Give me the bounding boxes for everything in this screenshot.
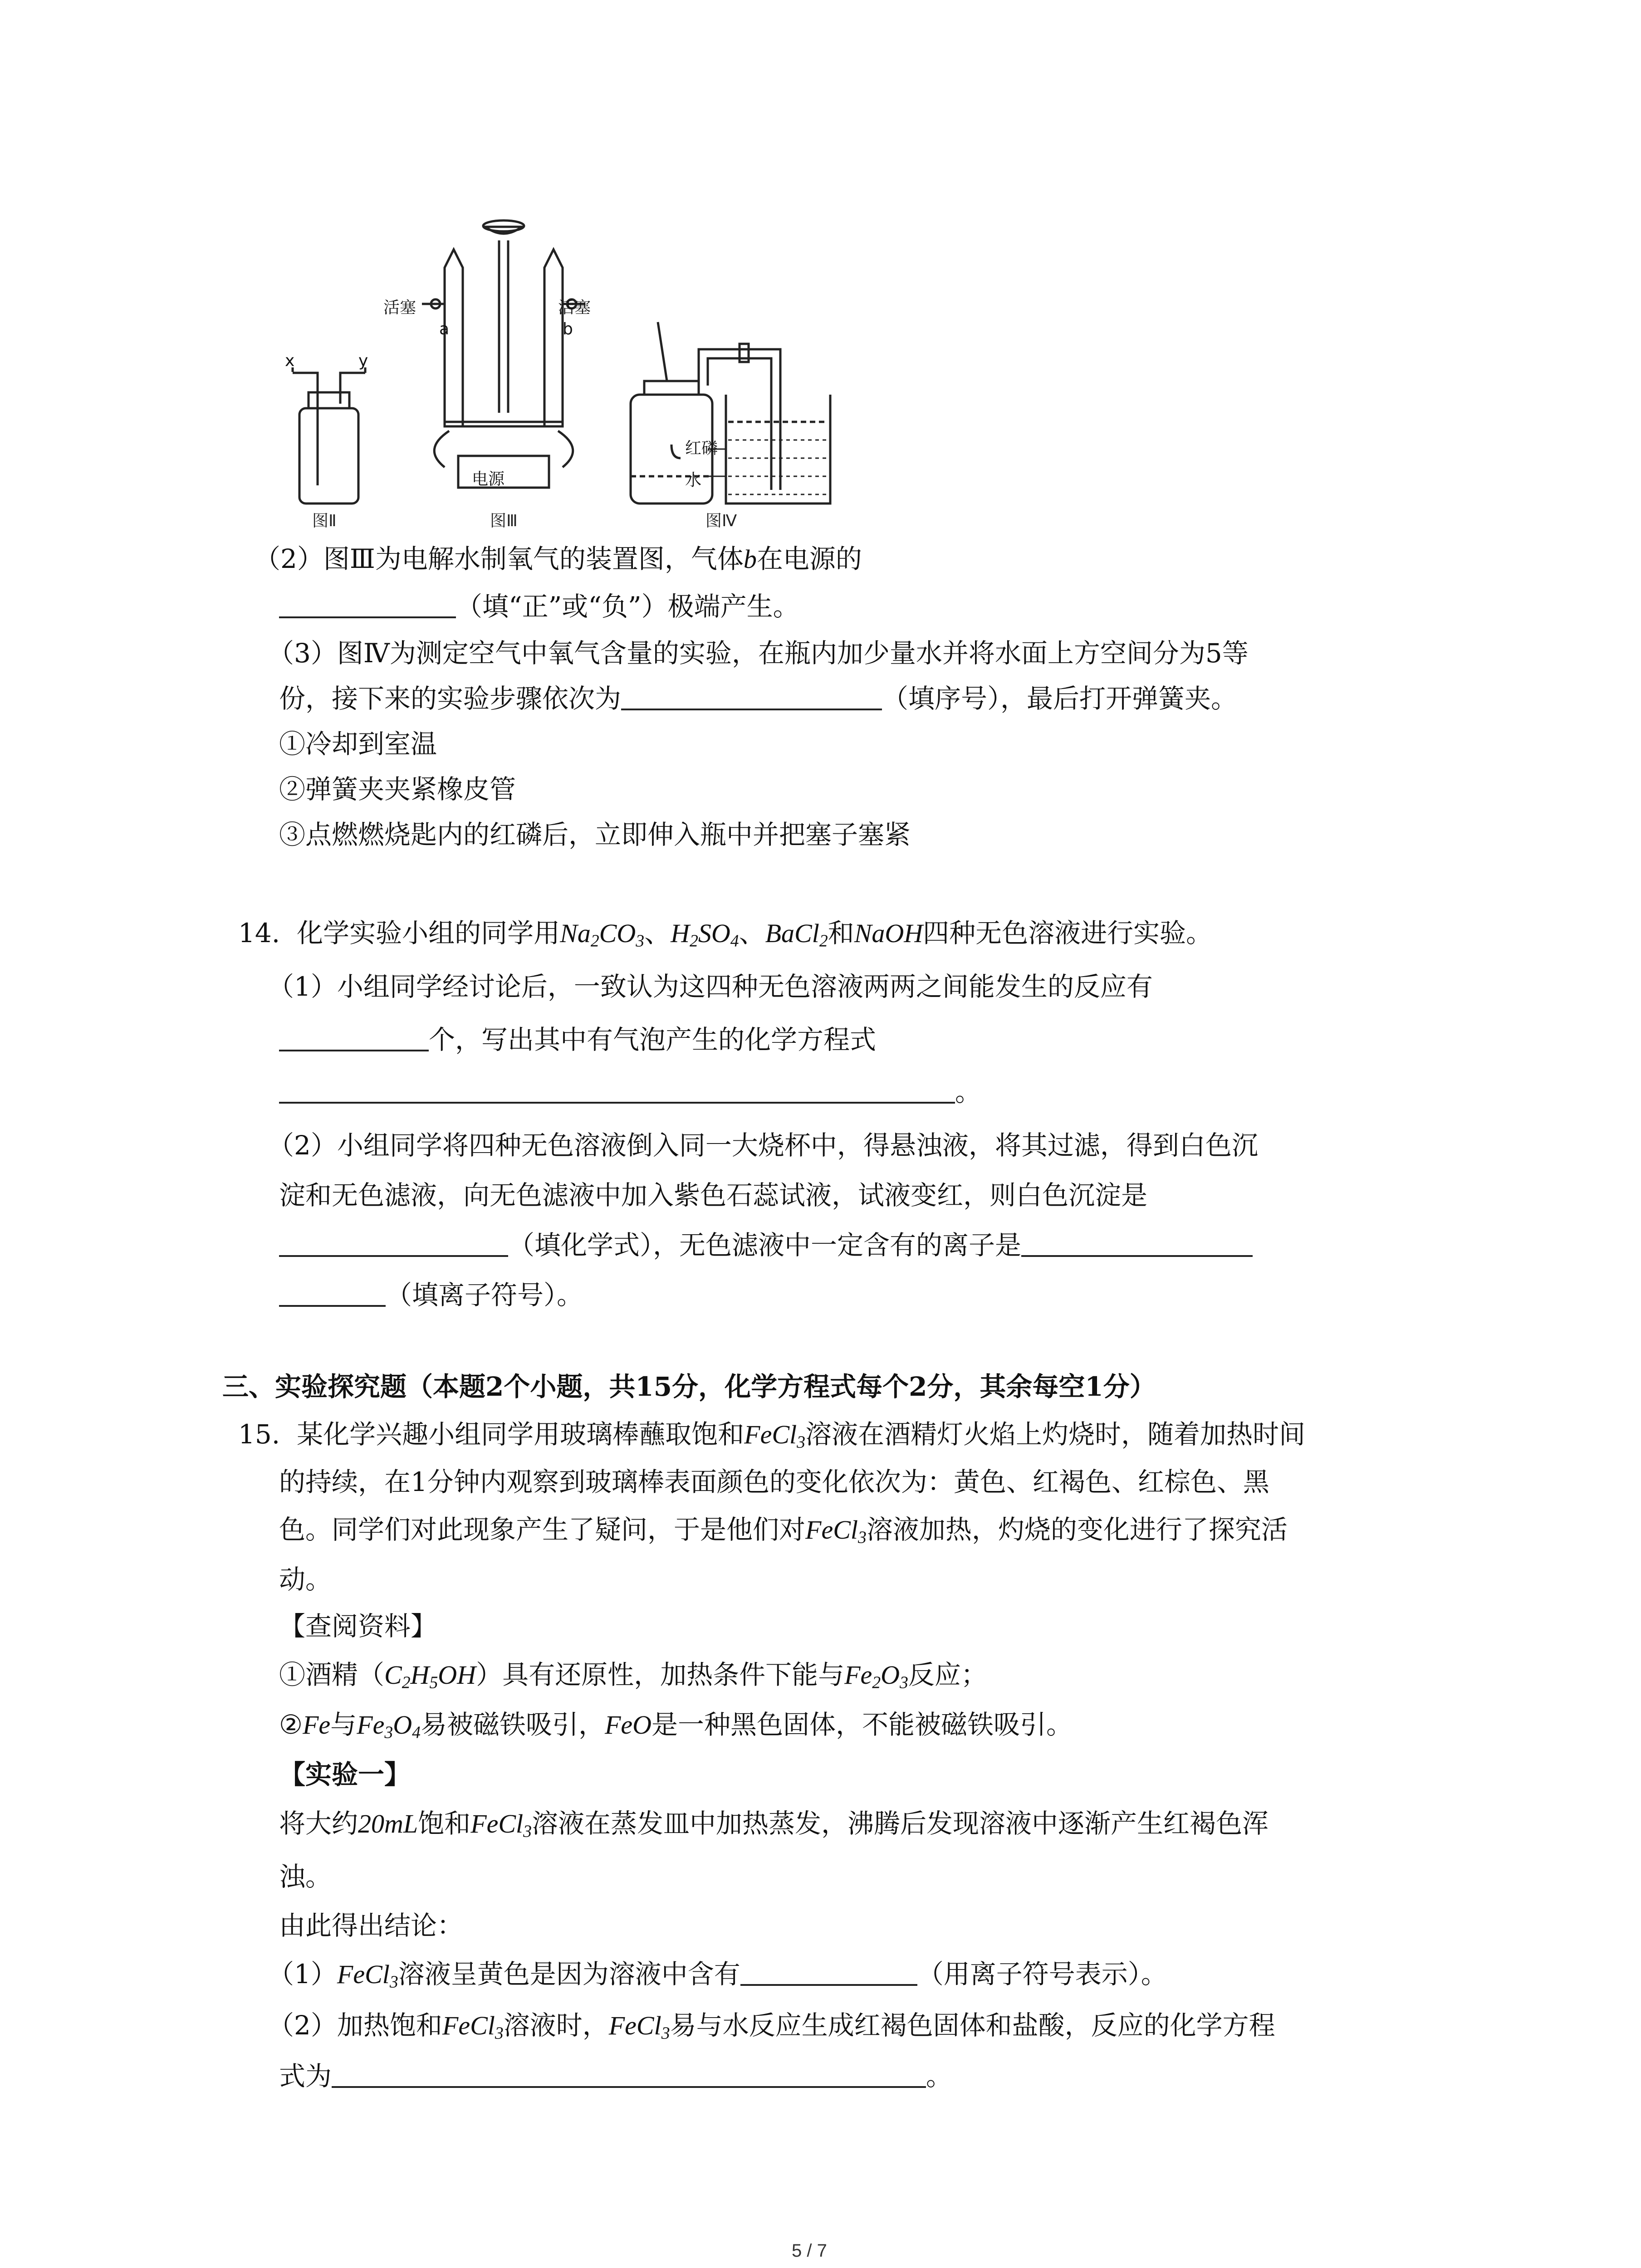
q15-experiment1-line2: 浊。: [279, 1861, 332, 1892]
fig4-water-label: 水: [685, 471, 702, 489]
q15-line4: 动。: [279, 1564, 332, 1595]
q15-line3: 色。同学们对此现象产生了疑问，于是他们对FeCl$_3$溶液加热，灼烧的变化进行了探究活: [279, 1514, 1288, 1547]
q15-experiment1-heading: 【实验一】: [279, 1759, 411, 1790]
electrolysis-apparatus: [422, 220, 585, 488]
q15-conclusion-2-line2: 式为 。: [279, 2061, 953, 2092]
fig3-label-b: b: [563, 320, 573, 338]
answer-blank[interactable]: [740, 1984, 917, 1986]
fig2-caption: 图Ⅱ: [312, 512, 337, 530]
answer-blank[interactable]: [279, 616, 456, 618]
q15-conclusion-1: （1）FeCl$_3$溶液呈黄色是因为溶液中含有 （用离子符号表示）。: [268, 1959, 1167, 1992]
q15-conclusion-heading: 由此得出结论：: [279, 1910, 464, 1941]
q15-line2: 的持续，在1分钟内观察到玻璃棒表面颜色的变化依次为：黄色、红褐色、红棕色、黑: [279, 1466, 1269, 1497]
fig4-caption: 图Ⅳ: [705, 512, 737, 530]
q13-step2: ②弹簧夹夹紧橡皮管: [279, 774, 516, 805]
answer-blank[interactable]: [279, 1305, 386, 1307]
answer-blank[interactable]: [332, 2086, 926, 2088]
section-3-heading: 三、实验探究题（本题2个小题，共15分，化学方程式每个2分，其余每空1分）: [222, 1371, 1156, 1402]
fig4-red-phosphorus-label: 红磷: [685, 439, 718, 458]
fig2-label-y: y: [358, 352, 368, 370]
q14-intro: 14. 化学实验小组的同学用$Na_2CO_3$、$H_2SO_4$、BaCl$_2$和NaOH四种无色溶液进行实验。: [238, 918, 1213, 951]
q14-part2-line2: 淀和无色滤液，向无色滤液中加入紫色石蕊试液，试液变红，则白色沉淀是: [279, 1180, 1148, 1211]
fig3-power-label: 电源: [472, 470, 505, 489]
oxygen-measurement-apparatus: [631, 322, 830, 503]
gas-washing-bottle: [293, 367, 365, 503]
answer-blank[interactable]: [621, 708, 882, 710]
q15-research-heading: 【查阅资料】: [279, 1611, 437, 1642]
answer-blank[interactable]: [279, 1049, 429, 1051]
q13-part2-line1: （2）图Ⅲ为电解水制氧气的装置图，气体b在电源的: [254, 543, 862, 574]
q15-research-1: ①酒精$(C_2H_5OH)$具有还原性，加热条件下能与$Fe_2O_3$反应；: [279, 1659, 987, 1692]
q13-step3: ③点燃燃烧匙内的红磷后，立即伸入瓶中并把塞子塞紧: [279, 819, 911, 850]
q14-part2-line1: （2）小组同学将四种无色溶液倒入同一大烧杯中，得悬浊液，将其过滤，得到白色沉: [268, 1130, 1258, 1161]
apparatus-figures: [272, 213, 1157, 540]
fig3-stopcock-right-label: 活塞: [558, 298, 591, 317]
q14-part1-line2: 个，写出其中有气泡产生的化学方程式: [279, 1018, 876, 1056]
answer-blank[interactable]: [1021, 1255, 1253, 1257]
q14-part2-line3: （填化学式），无色滤液中一定含有的离子是: [279, 1224, 1253, 1262]
answer-blank[interactable]: [279, 1255, 508, 1257]
fig3-caption: 图Ⅲ: [490, 512, 518, 530]
q13-part3-line1: （3）图Ⅳ为测定空气中氧气含量的实验，在瓶内加少量水并将水面上方空间分为5等: [268, 638, 1249, 669]
fig2-label-x: x: [285, 352, 295, 370]
q15-conclusion-2: （2）加热饱和FeCl$_3$溶液时，FeCl$_3$易与水反应生成红褐色固体和盐酸，反应的化学方程: [268, 2010, 1275, 2043]
q15-experiment1-line1: 将大约20mL饱和FeCl$_3$溶液在蒸发皿中加热蒸发，沸腾后发现溶液中逐渐产生红褐色浑: [279, 1808, 1269, 1841]
q14-part2-line4: （填离子符号）。: [279, 1274, 583, 1312]
q13-part3-line2: 份，接下来的实验步骤依次为 （填序号），最后打开弹簧夹。: [279, 683, 1238, 714]
q14-part1-line1: （1）小组同学经讨论后，一致认为这四种无色溶液两两之间能发生的反应有: [268, 971, 1153, 1002]
q13-part2-line2: （填“正”或“负”）极端产生。: [279, 585, 799, 623]
q14-part1-line3: 。: [279, 1070, 981, 1109]
q15-research-2: ②Fe与$Fe_3O_4$易被磁铁吸引，FeO是一种黑色固体，不能被磁铁吸引。: [279, 1709, 1073, 1742]
answer-blank[interactable]: [279, 1101, 955, 1104]
fig3-label-a: a: [439, 320, 450, 338]
fig3-stopcock-left-label: 活塞: [383, 298, 416, 317]
q13-step1: ①冷却到室温: [279, 728, 437, 759]
page-number: 5 / 7: [792, 2241, 827, 2261]
q15-line1: 15. 某化学兴趣小组同学用玻璃棒蘸取饱和FeCl$_3$溶液在酒精灯火焰上灼烧时，随着加热时间: [238, 1419, 1305, 1452]
